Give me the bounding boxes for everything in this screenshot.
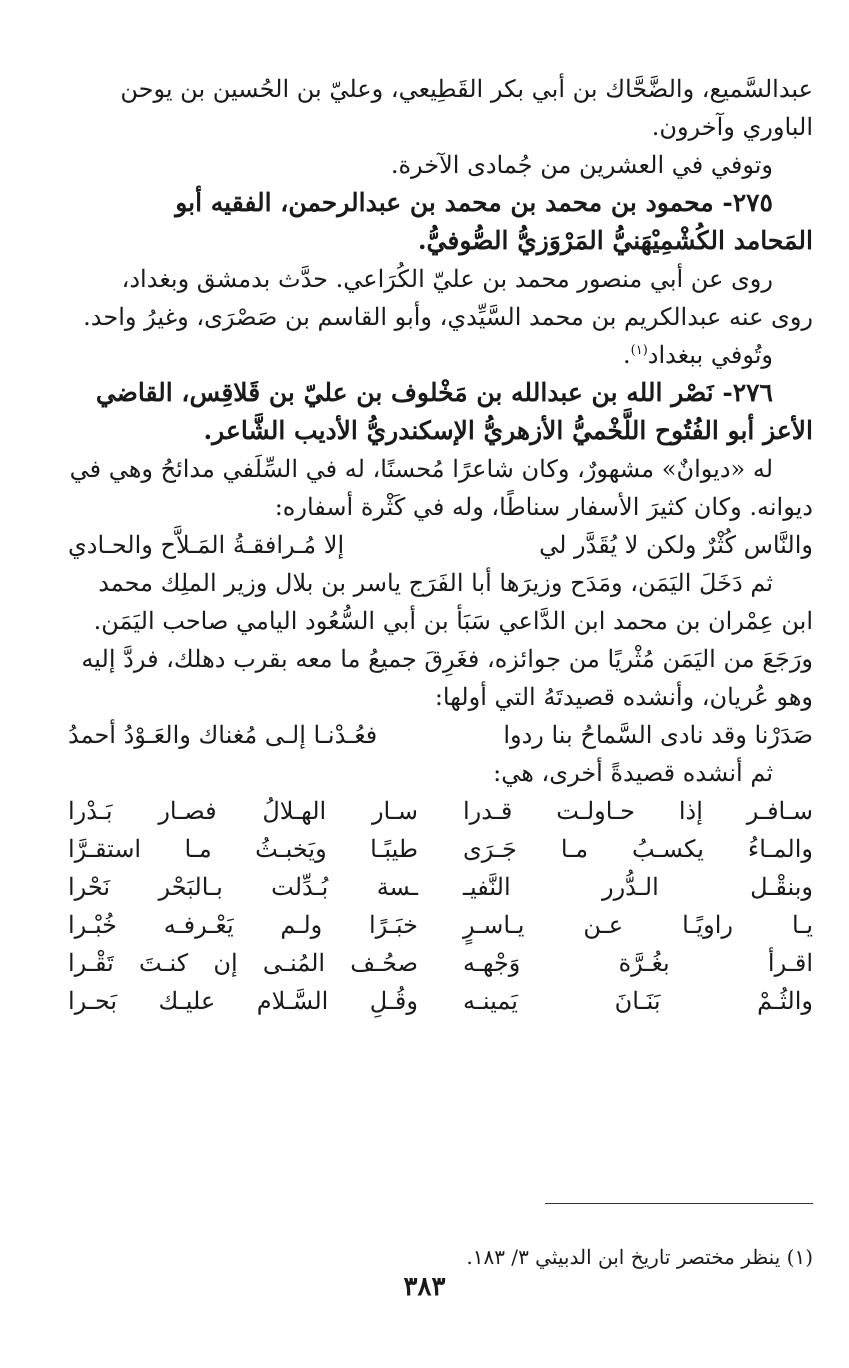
verse-hemistich: سـار الهـلالُ فصـار بَـدْرا — [68, 797, 418, 825]
verse-hemistich: ـسة بُـدِّلت بـالبَحْر نَحْرا — [68, 873, 418, 901]
footnote-reference[interactable]: (١) — [630, 343, 648, 358]
verse-hemistich: فعُـدْنـا إلـى مُغناك والعَـوْدُ أحمدُ — [68, 721, 378, 749]
poem-verse — [68, 830, 813, 868]
verse-hemistich: يـا راويًـا عـن يـاسـرٍ — [463, 911, 813, 939]
text-line: ابن عِمْران بن محمد ابن الدَّاعي سَبَأ بن أبي السُّعُود اليامي صاحب اليَمَن. — [93, 607, 813, 635]
footnote: (١) ينظر مختصر تاريخ ابن الدبيثي ٣/ ١٨٣. — [466, 1245, 813, 1269]
verse-line — [68, 716, 813, 754]
poem-verse — [68, 868, 813, 906]
verse-hemistich: وقُـلِ السَّـلام عليـك بَحـرا — [68, 987, 418, 1015]
text-line: ديوانه. وكان كثيرَ الأسفار سناطًا، وله في كَثْرة أسفاره: — [274, 493, 813, 521]
poem-verse — [68, 944, 813, 982]
verse-hemistich: اقـرأ بغُـرَّة وَجْهـه — [463, 949, 813, 977]
verse-hemistich: إلا مُـرافقـةُ المَـلاَّح والحـادي — [68, 531, 345, 559]
text-line: ورَجَعَ من اليَمَن مُثْريًا من جوائزه، فغَرِقَ جميعُ ما معه بقرب دهلك، فردَّ إليه — [81, 645, 813, 673]
verse-hemistich: وبنقْـل الـدُّرر النَّفيـ — [463, 873, 813, 901]
verse-hemistich: صَدَرْنا وقد نادى السَّماحُ بنا ردوا — [503, 721, 813, 749]
text-line: ثم أنشده قصيدةً أخرى، هي: — [493, 759, 773, 787]
verse-hemistich: والثُـمْ بَنَـانَ يَمينـه — [463, 987, 813, 1015]
text-span: . — [622, 341, 631, 369]
poem-verse — [68, 982, 813, 1020]
text-line: وتوفي في العشرين من جُمادى الآخرة. — [390, 151, 773, 179]
text-line — [68, 336, 813, 374]
text-line: روى عن أبي منصور محمد بن عليّ الكُرَاعي. حدَّث بدمشق وبغداد، — [121, 265, 773, 293]
poem-verse — [68, 792, 813, 830]
text-line: له «ديوانٌ» مشهورٌ، وكان شاعرًا مُحسنًا، له في السِّلَفي مدائحُ وهي في — [69, 455, 773, 483]
text-line: عبدالسَّميع، والضَّحَّاك بن أبي بكر القَطِيعي، وعليّ بن الحُسين بن يوحن — [120, 75, 813, 103]
entry-heading: الأعز أبو الفُتُوح اللَّخْميُّ الأزهريُّ الإسكندريُّ الأديب الشَّاعر. — [203, 416, 813, 445]
entry-heading: ٢٧٥- محمود بن محمد بن محمد بن عبدالرحمن، الفقيه أبو — [175, 188, 773, 217]
verse-hemistich: والمـاءُ يكسـبُ مـا جَـرَى — [463, 835, 813, 863]
entry-heading: المَحامد الكُشْمِيْهَنيُّ المَرْوَزيُّ الصُّوفيُّ. — [417, 226, 813, 255]
text-line: ثم دَخَلَ اليَمَن، ومَدَح وزيرَها أبا الفَرَج ياسر بن بلال وزير الملِك محمد — [98, 569, 773, 597]
text-line: وهو عُريان، وأنشده قصيدتَهُ التي أولها: — [434, 683, 813, 711]
footnote-divider — [545, 1203, 813, 1204]
text-line: روى عنه عبدالكريم بن محمد السَّيِّدي، وأبو القاسم بن صَصْرَى، وغيرُ واحد. — [83, 303, 813, 331]
verse-hemistich: والنَّاس كُثْرٌ ولكن لا يُقَدَّر لي — [539, 531, 813, 559]
text-span: وتُوفي ببغداد — [647, 341, 773, 369]
page-number: ٣٨٣ — [403, 1272, 446, 1302]
entry-heading: ٢٧٦- نَصْر الله بن عبدالله بن مَخْلوف بن عليّ بن قَلاقِس، القاضي — [95, 378, 773, 407]
page-body — [68, 70, 813, 1020]
verse-hemistich: صحُـف المُنـى إن كنـتَ تَقْـرا — [68, 949, 418, 977]
poem-verse — [68, 906, 813, 944]
verse-hemistich: خبَـرًا ولـم يَعْـرفـه خُبْـرا — [68, 911, 418, 939]
verse-line — [68, 526, 813, 564]
verse-hemistich: طيبًـا ويَخبـثُ مـا استقـرَّا — [68, 835, 418, 863]
verse-hemistich: سـافـر إذا حـاولـت قـدرا — [463, 797, 813, 825]
text-line: الباوري وآخرون. — [651, 113, 813, 141]
